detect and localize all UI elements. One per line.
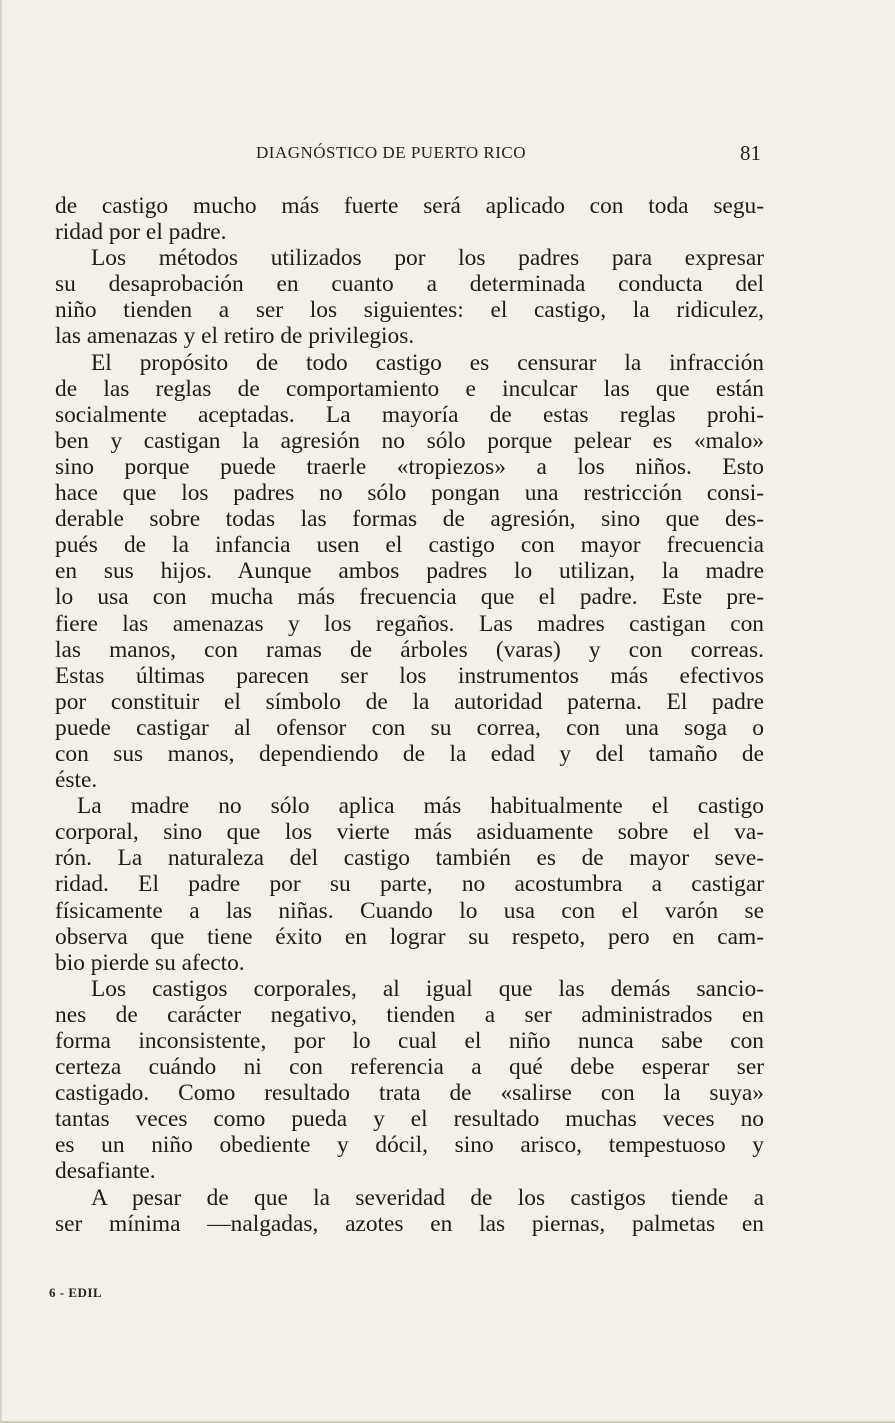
- text-line: ser mínima —nalgadas, azotes en las piernas, palmetas en: [55, 1210, 764, 1237]
- text-line: corporal, sino que los vierte más asiduamente sobre el va-: [55, 819, 764, 846]
- text-line: fiere las amenazas y los regaños. Las madres castigan con: [55, 610, 764, 637]
- text-line: certeza cuándo ni con referencia a qué debe esperar ser: [55, 1054, 764, 1081]
- text-line: nes de carácter negativo, tienden a ser administrados en: [55, 1001, 764, 1028]
- text-line: éste.: [55, 767, 98, 794]
- text-line: A pesar de que la severidad de los castigos tiende a: [91, 1184, 764, 1211]
- text-line: rón. La naturaleza del castigo también es de mayor seve-: [55, 845, 764, 872]
- text-line: Estas últimas parecen ser los instrumentos más efectivos: [55, 662, 764, 689]
- text-line: de las reglas de comportamiento e inculcar las que están: [55, 375, 764, 402]
- paragraph: [55, 350, 764, 794]
- text-line: observa que tiene éxito en lograr su respeto, pero en cam-: [55, 923, 764, 950]
- page-number: 81: [740, 141, 761, 165]
- paragraph: [55, 193, 764, 245]
- text-line: pués de la infancia usen el castigo con mayor frecuencia: [55, 532, 764, 559]
- text-line: las amenazas y el retiro de privilegios.: [55, 323, 415, 350]
- text-line: castigado. Como resultado trata de «salirse con la suya»: [55, 1080, 764, 1107]
- running-head: [2, 143, 895, 167]
- text-line: hace que los padres no sólo pongan una restricción consi-: [55, 480, 764, 507]
- text-line: Los castigos corporales, al igual que las demás sancio-: [91, 975, 764, 1002]
- text-line: lo usa con mucha más frecuencia que el padre. Este pre-: [55, 584, 764, 611]
- body-text: [55, 193, 764, 1237]
- text-line: puede castigar al ofensor con su correa, con una soga o: [55, 714, 764, 741]
- text-line: niño tienden a ser los siguientes: el castigo, la ridiculez,: [55, 297, 764, 324]
- paragraph: [55, 976, 764, 1185]
- text-line: sino porque puede traerle «tropiezos» a los niños. Esto: [55, 453, 764, 480]
- paragraph: [55, 1185, 764, 1237]
- text-line: tantas veces como pueda y el resultado muchas veces no: [55, 1106, 764, 1133]
- text-line: las manos, con ramas de árboles (varas) y con correas.: [55, 636, 764, 663]
- text-line: en sus hijos. Aunque ambos padres lo utilizan, la madre: [55, 558, 764, 585]
- text-line: derable sobre todas las formas de agresión, sino que des-: [55, 506, 764, 533]
- text-line: forma inconsistente, por lo cual el niño nunca sabe con: [55, 1028, 764, 1054]
- text-line: desafiante.: [55, 1158, 156, 1185]
- text-line: es un niño obediente y dócil, sino arisco, tempestuoso y: [55, 1132, 764, 1159]
- paragraph: [55, 245, 764, 349]
- signature-mark: 6 - EDIL: [49, 1285, 103, 1300]
- text-line: El propósito de todo castigo es censurar la infracción: [91, 349, 764, 376]
- text-line: con sus manos, dependiendo de la edad y del tamaño de: [55, 740, 764, 767]
- text-line: por constituir el símbolo de la autoridad paterna. El padre: [55, 688, 764, 715]
- running-title: DIAGNÓSTICO DE PUERTO RICO: [256, 143, 526, 162]
- text-line: ridad por el padre.: [55, 219, 227, 246]
- text-line: ridad. El padre por su parte, no acostumbra a castigar: [55, 871, 764, 898]
- text-line: bio pierde su afecto.: [55, 949, 245, 976]
- text-line: socialmente aceptadas. La mayoría de estas reglas prohi-: [55, 401, 764, 428]
- paragraph: [55, 793, 764, 976]
- text-line: ben y castigan la agresión no sólo porque pelear es «malo»: [55, 427, 764, 454]
- text-line: de castigo mucho más fuerte será aplicado con toda segu-: [55, 193, 764, 219]
- text-line: su desaprobación en cuanto a determinada conducta del: [55, 271, 764, 298]
- text-line: físicamente a las niñas. Cuando lo usa con el varón se: [55, 897, 764, 924]
- text-line: La madre no sólo aplica más habitualmente el castigo: [77, 793, 764, 820]
- text-line: Los métodos utilizados por los padres para expresar: [91, 245, 764, 272]
